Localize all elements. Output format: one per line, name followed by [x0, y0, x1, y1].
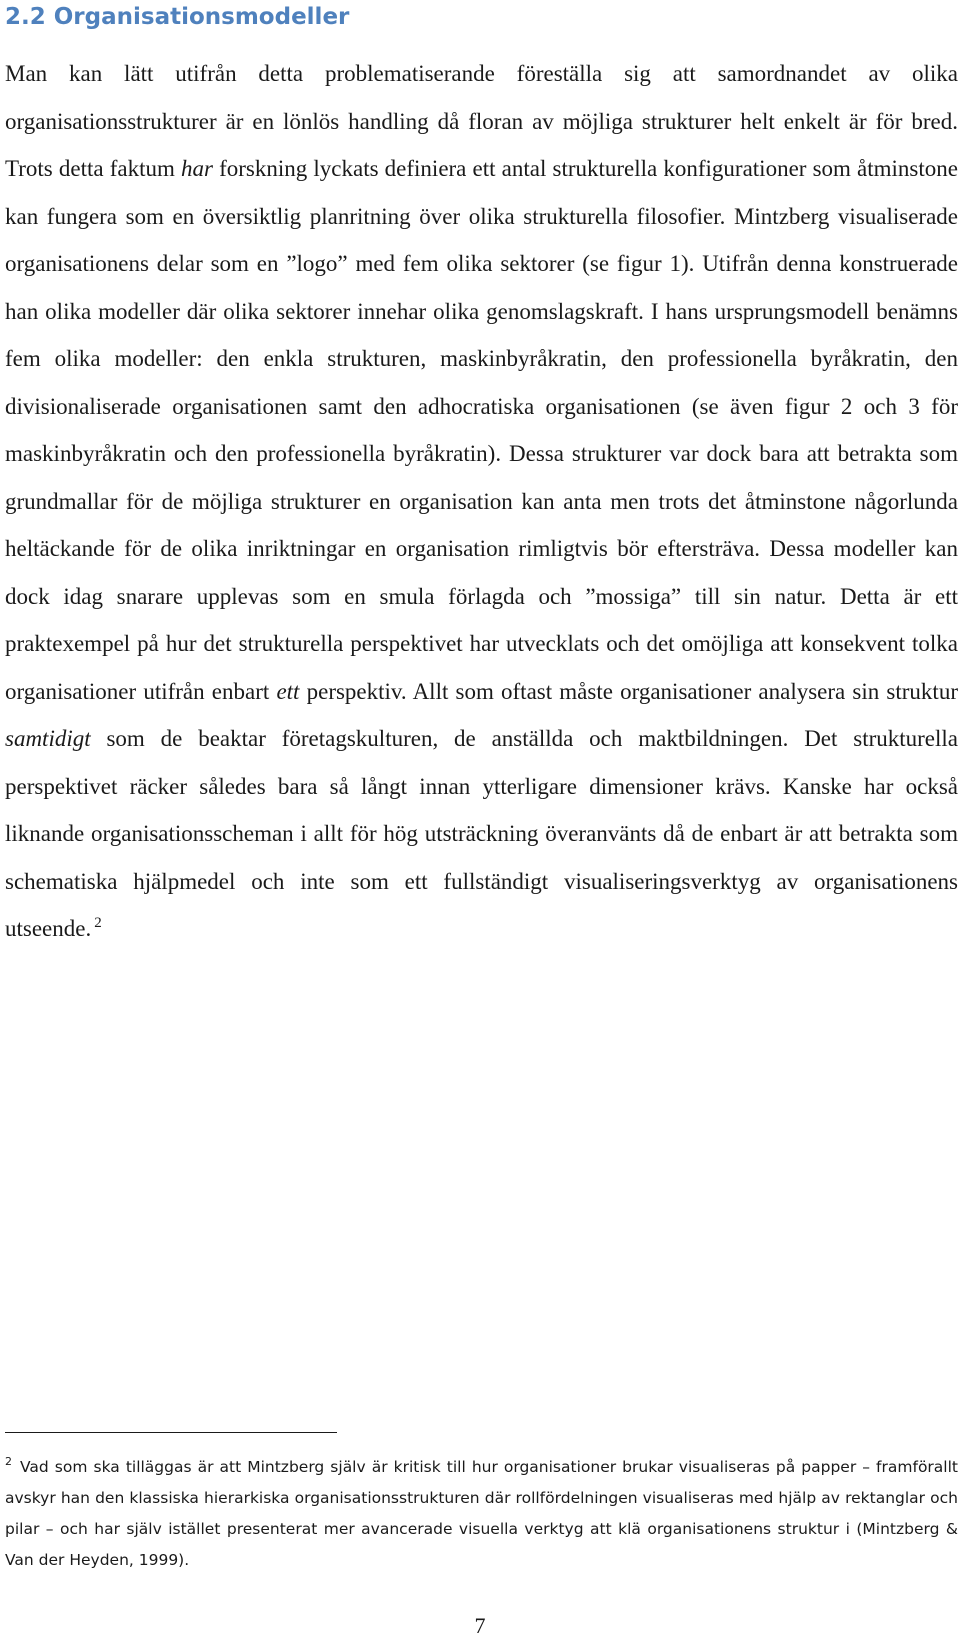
section-heading: 2.2 Organisationsmodeller	[5, 4, 350, 30]
emphasis-har: har	[181, 156, 213, 181]
footnote	[5, 1452, 958, 1576]
emphasis-ett: ett	[276, 678, 300, 704]
paragraph-text-2: forskning lyckats definiera ett antal strukturella konfigurationer som åtminstone kan fungera som en översiktlig planritning över olika strukturella filosofier. Mintzberg visualiserade organisationens delar som en ”logo” med fem olika sektorer (se figur 1). Utifrån denna konstruerade han olika modeller där olika sektorer innehar olika genomslagskraft. I hans ursprungsmodell benämns fem olika modeller: den enkla strukturen, maskinbyråkratin, den professionella byråkratin, den divisionaliserade organisationen samt den adhocratiska organisationen (se även figur 2 och 3 för maskinbyråkratin och den professionella byråkratin). Dessa strukturer var dock bara att betrakta som grundmallar för de möjliga strukturer en organisation kan anta men trots det åtminstone någorlunda heltäckande för de olika inriktningar en organisation rimligtvis bör eftersträva. Dessa modeller kan dock idag snarare upplevas som en smula förlagda och ”mossiga” till sin natur. Detta är ett praktexempel på hur det strukturella perspektivet har utvecklats och det omöjliga att konsekvent tolka organisationer utifrån enbart	[5, 156, 958, 704]
paragraph-text-3: perspektiv. Allt som oftast måste organisationer analysera sin struktur	[299, 678, 958, 704]
paragraph-text-1: Man kan lätt utifrån detta problematiserande föreställa sig att samordnandet av olika organisationsstrukturer är en lönlös handling då floran av möjliga strukturer helt enkelt är för bred. Trots detta faktum	[5, 61, 958, 181]
footnote-number: 2	[5, 1455, 12, 1468]
footnote-reference[interactable]: 2	[94, 915, 102, 931]
page-number: 7	[474, 1613, 486, 1638]
footnote-separator	[5, 1432, 337, 1433]
paragraph-text-4: som de beaktar företagskulturen, de anställda och maktbildningen. Det strukturella perspektivet räcker således bara så långt innan ytterligare dimensioner krävs. Kanske har också liknande organisationsscheman i allt för hög utsträckning överanvänts då de enbart är att betrakta som schematiska hjälpmedel och inte som ett fullständigt visualiseringsverktyg av organisationens utseende.	[5, 726, 958, 941]
body-paragraph	[5, 50, 958, 953]
footnote-text: Vad som ska tilläggas är att Mintzberg själv är kritisk till hur organisationer brukar visualiseras på papper – framförallt avskyr han den klassiska hierarkiska organisationsstrukturen där rollfördelningen visualiseras med hjälp av rektanglar och pilar – och har själv istället presenterat mer avancerade visuella verktyg att klä organisationens struktur i (Mintzberg & Van der Heyden, 1999).	[5, 1458, 958, 1569]
emphasis-samtidigt: samtidigt	[5, 726, 91, 751]
